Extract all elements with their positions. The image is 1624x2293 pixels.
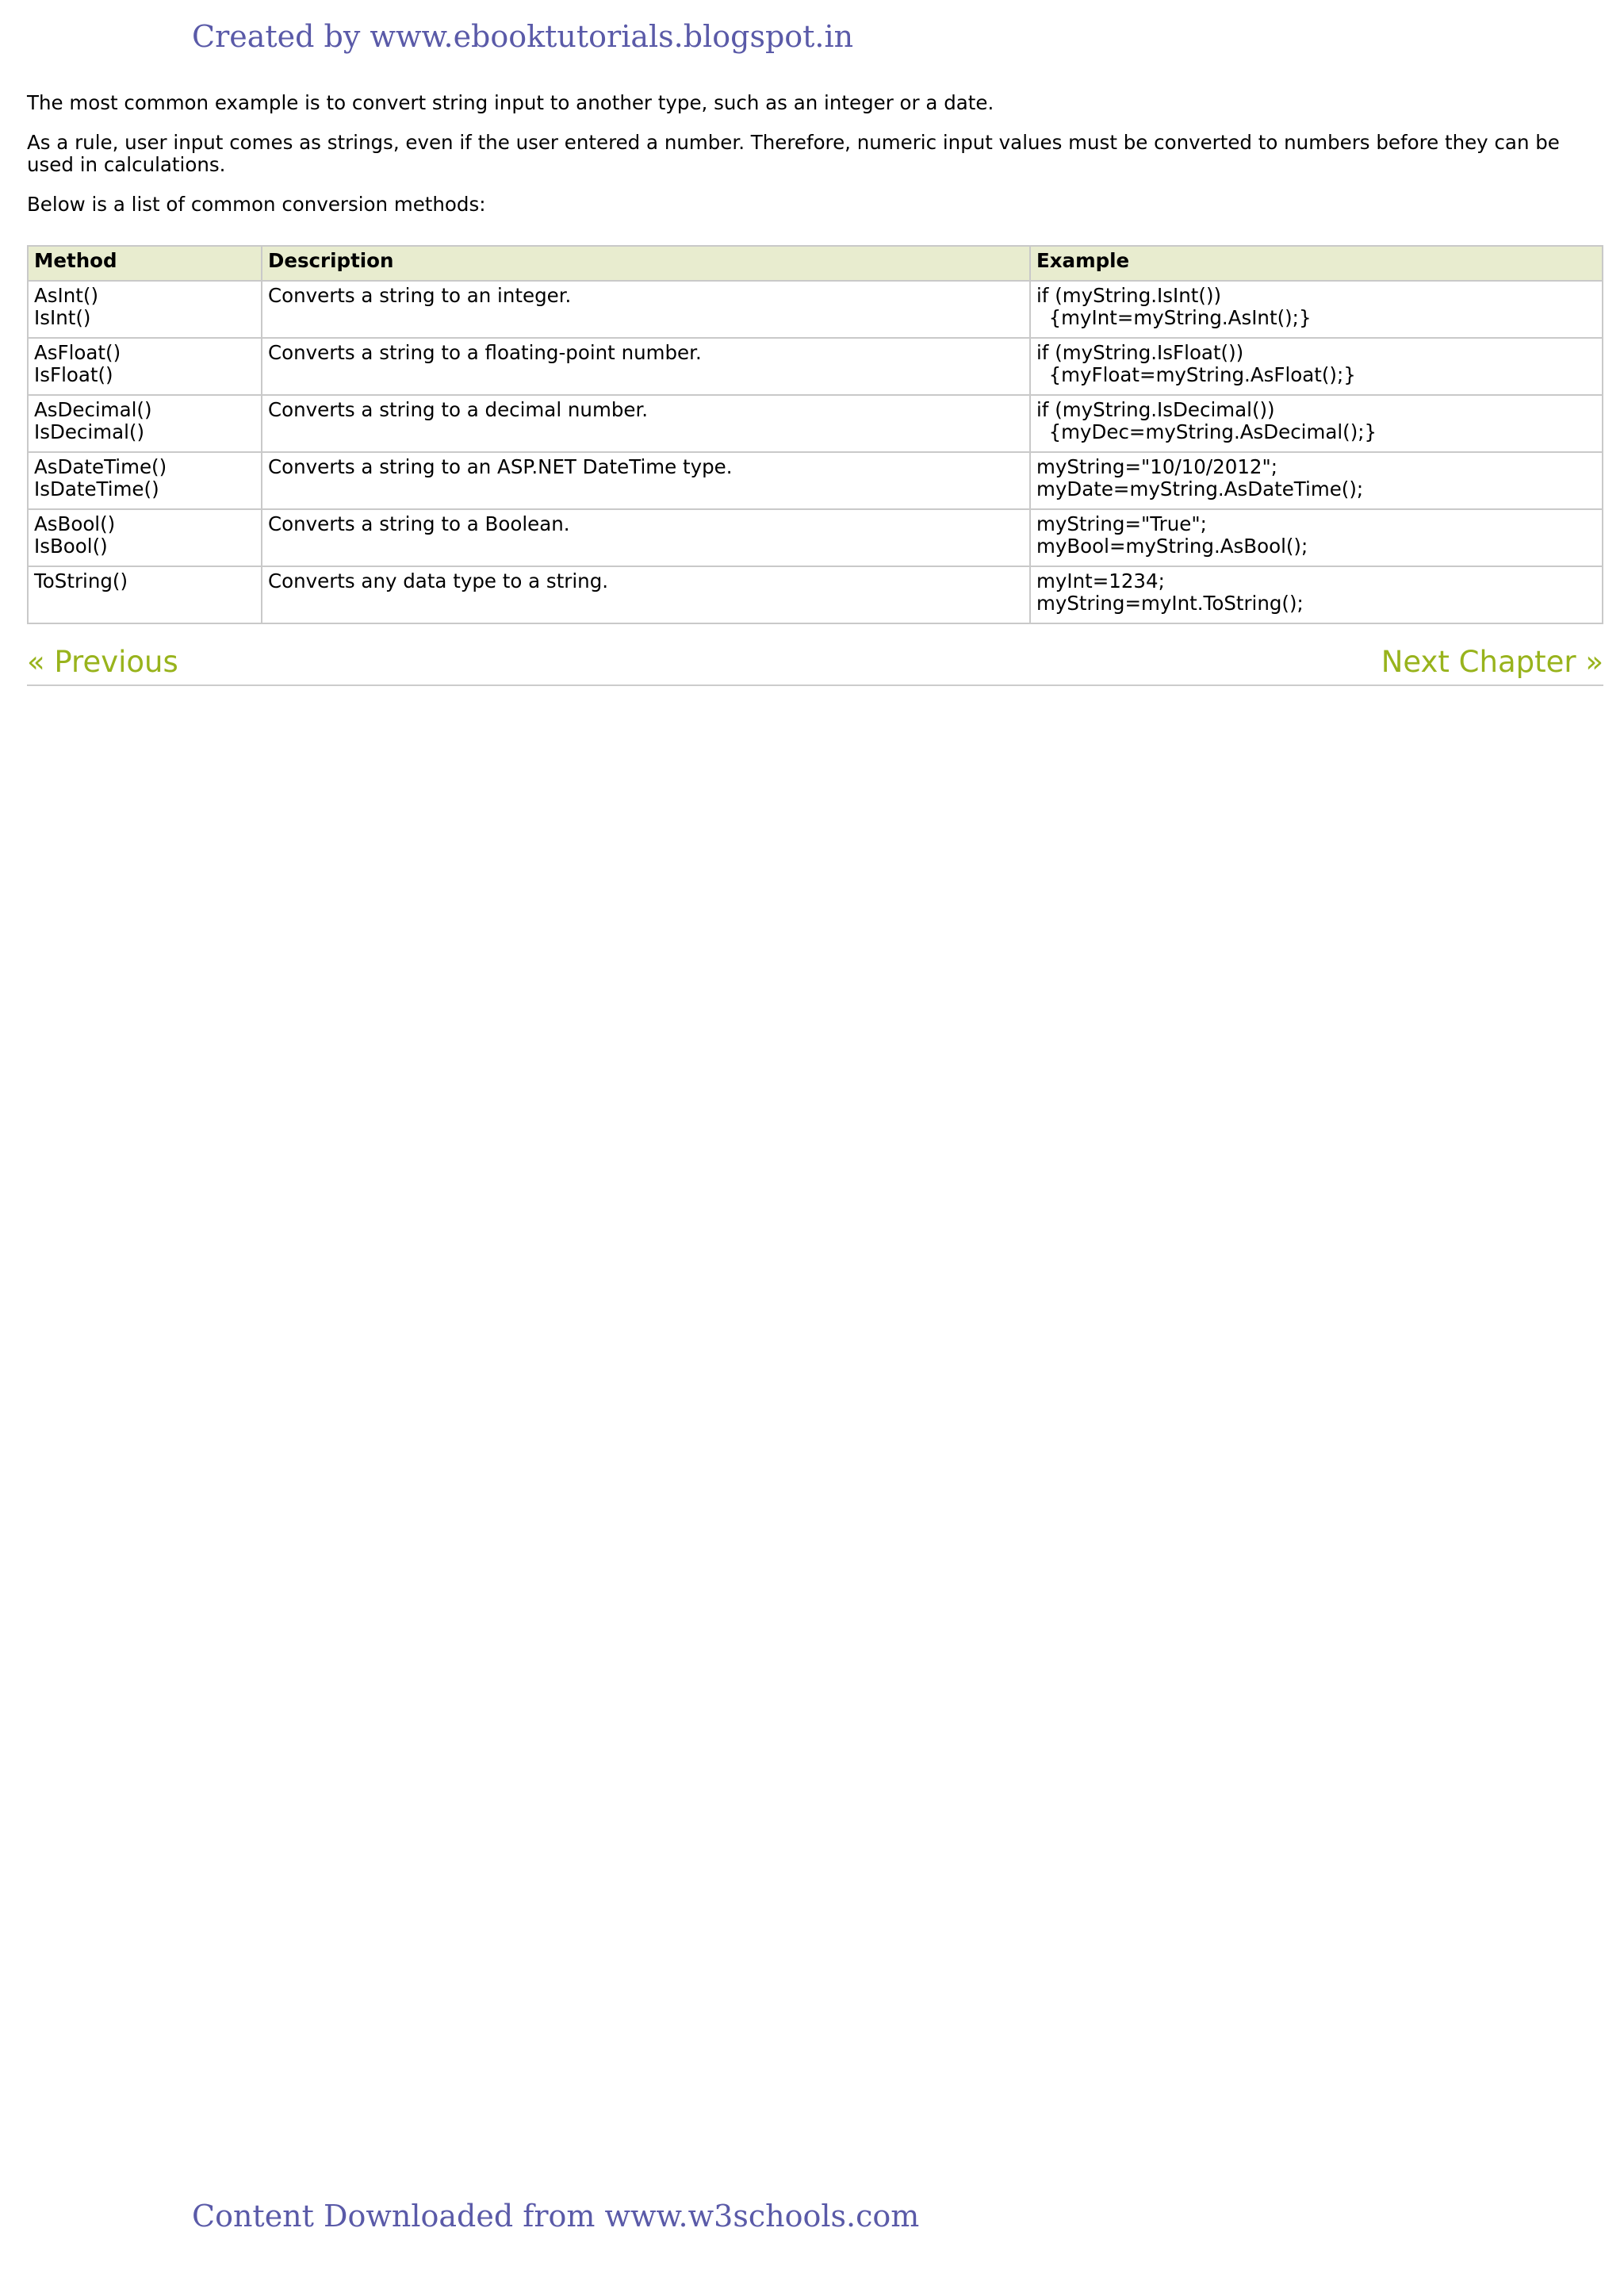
example-cell — [1030, 338, 1603, 395]
example-code-line: {myDec=myString.AsDecimal();} — [1036, 420, 1377, 443]
method-name: AsDateTime() — [34, 455, 167, 478]
example-code-line: {myInt=myString.AsInt();} — [1036, 306, 1312, 329]
method-name: IsDateTime() — [34, 477, 159, 500]
description-cell: Converts a string to an integer. — [262, 281, 1030, 338]
table-row — [28, 281, 1603, 338]
previous-link[interactable]: « Previous — [27, 645, 178, 679]
example-code-line: if (myString.IsDecimal()) — [1036, 398, 1275, 421]
footer-watermark: Content Downloaded from www.w3schools.com — [192, 2199, 920, 2234]
method-cell — [28, 509, 262, 566]
table-row — [28, 509, 1603, 566]
article-body — [27, 92, 1603, 216]
column-header-description: Description — [262, 246, 1030, 281]
example-cell — [1030, 566, 1603, 623]
method-cell — [28, 338, 262, 395]
method-cell — [28, 566, 262, 623]
intro-paragraph: The most common example is to convert string input to another type, such as an integer or a date. — [27, 91, 994, 114]
header-watermark: Created by www.ebooktutorials.blogspot.in — [192, 19, 854, 54]
example-code-line: myDate=myString.AsDateTime(); — [1036, 477, 1364, 500]
example-cell — [1030, 281, 1603, 338]
example-cell — [1030, 452, 1603, 509]
explanation-paragraph: As a rule, user input comes as strings, even if the user entered a number. Therefore, numeric input values must be converted to numbers before they can be used in calculations. — [27, 131, 1560, 176]
method-name: AsBool() — [34, 512, 116, 535]
column-header-method: Method — [28, 246, 262, 281]
list-intro-paragraph: Below is a list of common conversion methods: — [27, 193, 486, 216]
chapter-navigation — [27, 645, 1603, 686]
method-name: AsDecimal() — [34, 398, 152, 421]
example-code-line: myInt=1234; — [1036, 569, 1165, 592]
column-header-example: Example — [1030, 246, 1603, 281]
example-code-line: myString="10/10/2012"; — [1036, 455, 1278, 478]
description-cell: Converts a string to a floating-point number. — [262, 338, 1030, 395]
table-row — [28, 452, 1603, 509]
method-cell — [28, 395, 262, 452]
method-name: IsDecimal() — [34, 420, 145, 443]
table-row — [28, 338, 1603, 395]
description-cell: Converts any data type to a string. — [262, 566, 1030, 623]
table-header-row — [28, 246, 1603, 281]
example-code-line: myBool=myString.AsBool(); — [1036, 535, 1308, 558]
example-code-line: myString="True"; — [1036, 512, 1207, 535]
description-cell: Converts a string to a Boolean. — [262, 509, 1030, 566]
method-name: IsFloat() — [34, 363, 113, 386]
method-cell — [28, 452, 262, 509]
example-code-line: {myFloat=myString.AsFloat();} — [1036, 363, 1356, 386]
table-row — [28, 395, 1603, 452]
method-name: ToString() — [34, 569, 128, 592]
description-cell: Converts a string to an ASP.NET DateTime type. — [262, 452, 1030, 509]
method-name: AsFloat() — [34, 341, 121, 364]
example-code-line: if (myString.IsInt()) — [1036, 284, 1222, 307]
method-name: IsInt() — [34, 306, 91, 329]
example-cell — [1030, 509, 1603, 566]
example-cell — [1030, 395, 1603, 452]
method-name: AsInt() — [34, 284, 99, 307]
table-row — [28, 566, 1603, 623]
method-cell — [28, 281, 262, 338]
conversion-methods-table — [27, 245, 1603, 624]
next-chapter-link[interactable]: Next Chapter » — [1381, 645, 1603, 679]
example-code-line: myString=myInt.ToString(); — [1036, 592, 1304, 615]
example-code-line: if (myString.IsFloat()) — [1036, 341, 1244, 364]
description-cell: Converts a string to a decimal number. — [262, 395, 1030, 452]
method-name: IsBool() — [34, 535, 108, 558]
